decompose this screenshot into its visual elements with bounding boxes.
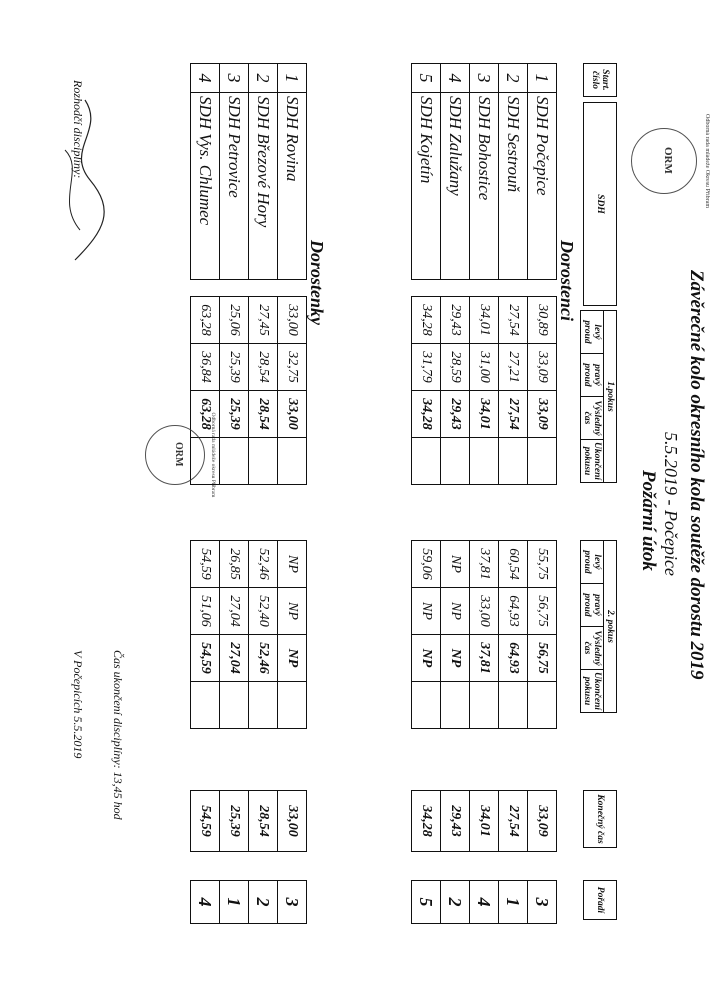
start-number: 2: [499, 64, 528, 93]
result-time-2: NP: [412, 635, 441, 682]
left-time-1: 29,43: [441, 297, 470, 344]
result-time-1: 33,09: [528, 391, 557, 438]
header-attempt2-label: 2. pokus: [604, 541, 617, 713]
table-row: [470, 791, 499, 852]
start-number: 3: [470, 64, 499, 93]
logo-text: Odborná rada mládeže Okresu Příbram: [704, 114, 710, 208]
table-row: [528, 541, 557, 729]
ended-2: [220, 682, 249, 729]
judge-signature: [45, 90, 125, 270]
table-row: [441, 541, 470, 729]
right-time-1: 31,79: [412, 344, 441, 391]
rank: 4: [470, 881, 499, 924]
final-time: 34,28: [412, 791, 441, 852]
team-name: SDH Počepice: [528, 93, 557, 280]
left-time-2: 37,81: [470, 541, 499, 588]
table-row: [441, 64, 470, 485]
left-time-2: 54,59: [191, 541, 220, 588]
table-row: [278, 64, 307, 485]
orm-emblem-icon: ORM: [662, 147, 674, 174]
result-time-1: 28,54: [249, 391, 278, 438]
right-time-1: 28,59: [441, 344, 470, 391]
ended-2: [191, 682, 220, 729]
header-result-2: Výsledný čas: [581, 627, 604, 670]
result-time-1: 27,54: [499, 391, 528, 438]
right-time-2: 33,00: [470, 588, 499, 635]
left-time-2: 59,06: [412, 541, 441, 588]
rank: 5: [412, 881, 441, 924]
table-row: [470, 541, 499, 729]
spacer: [278, 280, 307, 297]
team-name: SDH Petrovice: [220, 93, 249, 280]
result-time-2: NP: [441, 635, 470, 682]
spacer: [412, 280, 441, 297]
header-start-no: Start. číslo: [584, 64, 617, 97]
ended-1: [528, 438, 557, 485]
group-title-girls: Dorostenky: [307, 240, 327, 325]
right-time-2: 52,40: [249, 588, 278, 635]
header-result-1: Výsledný čas: [581, 397, 604, 440]
right-time-2: 51,06: [191, 588, 220, 635]
header-right-1: pravý proud: [581, 354, 604, 397]
right-time-1: 32,75: [278, 344, 307, 391]
ended-2: [528, 682, 557, 729]
page-title: Závěrečné kolo okresního kola soutěže dorostu 2019: [686, 270, 707, 680]
header-table: [583, 63, 617, 97]
result-time-2: 54,59: [191, 635, 220, 682]
table-row: [470, 881, 499, 924]
ended-2: [249, 682, 278, 729]
team-name: SDH Vys. Chlumec: [191, 93, 220, 280]
left-time-1: 27,54: [499, 297, 528, 344]
ended-2: [499, 682, 528, 729]
team-name: SDH Sestrouň: [499, 93, 528, 280]
table-row: [278, 881, 307, 924]
left-time-1: 27,45: [249, 297, 278, 344]
result-time-2: NP: [278, 635, 307, 682]
judge-label: Rozhodčí disciplíny:: [71, 80, 85, 179]
right-time-2: NP: [412, 588, 441, 635]
left-time-2: 26,85: [220, 541, 249, 588]
header-order-label: Pořadí: [584, 881, 617, 920]
result-time-1: 33,00: [278, 391, 307, 438]
left-time-2: 52,46: [249, 541, 278, 588]
right-time-2: 56,75: [528, 588, 557, 635]
final-table-girls: [190, 790, 307, 852]
result-time-1: 29,43: [441, 391, 470, 438]
final-time: 29,43: [441, 791, 470, 852]
table-row: [249, 881, 278, 924]
final-time: 34,01: [470, 791, 499, 852]
main-table-girls: [190, 63, 307, 485]
header-final-label: Konečný čas: [584, 791, 617, 848]
result-time-2: 52,46: [249, 635, 278, 682]
left-time-1: 34,01: [470, 297, 499, 344]
right-time-1: 36,84: [191, 344, 220, 391]
attempt2-table-girls: [190, 540, 307, 729]
table-row: [278, 791, 307, 852]
start-number: 5: [412, 64, 441, 93]
attempt2-table-boys: [411, 540, 557, 729]
start-number: 1: [528, 64, 557, 93]
header-left-2: levý proud: [581, 541, 604, 584]
header-ended-2: Ukončení pokusu: [581, 670, 604, 713]
orm-emblem-icon: ORM: [173, 442, 184, 467]
table-row: [249, 791, 278, 852]
ended-1: [249, 438, 278, 485]
right-time-2: NP: [278, 588, 307, 635]
header-right-2: pravý proud: [581, 584, 604, 627]
table-row: [441, 791, 470, 852]
team-name: SDH Kojetín: [412, 93, 441, 280]
final-time: 27,54: [499, 791, 528, 852]
spacer: [220, 280, 249, 297]
ended-2: [412, 682, 441, 729]
table-row: [220, 881, 249, 924]
right-time-1: 28,54: [249, 344, 278, 391]
start-number: 2: [249, 64, 278, 93]
final-table-boys: [411, 790, 557, 852]
ended-2: [441, 682, 470, 729]
table-row: [528, 791, 557, 852]
ended-2: [470, 682, 499, 729]
final-time: 33,00: [278, 791, 307, 852]
right-time-2: 64,93: [499, 588, 528, 635]
right-time-1: 33,09: [528, 344, 557, 391]
team-name: SDH Březové Hory: [249, 93, 278, 280]
spacer: [441, 280, 470, 297]
table-row: [499, 881, 528, 924]
ended-2: [278, 682, 307, 729]
table-row: [278, 541, 307, 729]
table-row: [499, 64, 528, 485]
place-date: V Počepicích 5.5.2019: [71, 650, 85, 759]
final-time: 25,39: [220, 791, 249, 852]
rank: 4: [191, 881, 220, 924]
left-time-1: 33,00: [278, 297, 307, 344]
order-table-girls: [190, 880, 307, 924]
right-time-2: NP: [441, 588, 470, 635]
spacer: [470, 280, 499, 297]
final-time: 54,59: [191, 791, 220, 852]
header-attempt1: [580, 310, 617, 483]
right-time-2: 27,04: [220, 588, 249, 635]
table-row: [220, 541, 249, 729]
table-row: [412, 791, 441, 852]
result-time-2: 64,93: [499, 635, 528, 682]
ended-1: [499, 438, 528, 485]
result-time-2: 37,81: [470, 635, 499, 682]
logo-text: Odborná rada mládeže okresu Příbram: [210, 412, 216, 498]
table-row: [249, 64, 278, 485]
rank: 2: [441, 881, 470, 924]
header-final: [583, 790, 617, 848]
rank: 3: [278, 881, 307, 924]
left-time-1: 63,28: [191, 297, 220, 344]
left-time-1: 25,06: [220, 297, 249, 344]
table-row: [191, 541, 220, 729]
right-time-1: 25,39: [220, 344, 249, 391]
team-name: SDH Rovina: [278, 93, 307, 280]
rank: 2: [249, 881, 278, 924]
result-time-1: 25,39: [220, 391, 249, 438]
table-row: [191, 791, 220, 852]
right-time-1: 27,21: [499, 344, 528, 391]
team-name: SDH Zalužany: [441, 93, 470, 280]
ended-1: [220, 438, 249, 485]
ended-1: [412, 438, 441, 485]
result-time-2: 27,04: [220, 635, 249, 682]
spacer: [528, 280, 557, 297]
header-sdh: [583, 102, 617, 306]
final-time: 28,54: [249, 791, 278, 852]
start-number: 3: [220, 64, 249, 93]
table-row: [191, 881, 220, 924]
right-time-1: 31,00: [470, 344, 499, 391]
table-row: [412, 881, 441, 924]
left-time-2: 55,75: [528, 541, 557, 588]
team-name: SDH Bohostice: [470, 93, 499, 280]
header-sdh-label: SDH: [584, 103, 617, 306]
table-row: [220, 791, 249, 852]
table-row: [470, 64, 499, 485]
group-title-boys: Dorostenci: [557, 240, 577, 321]
rank: 1: [499, 881, 528, 924]
left-time-2: NP: [278, 541, 307, 588]
table-row: [528, 881, 557, 924]
table-row: [412, 541, 441, 729]
rank: 1: [220, 881, 249, 924]
result-time-2: 56,75: [528, 635, 557, 682]
result-time-1: 63,28: [191, 391, 220, 438]
table-row: [528, 64, 557, 485]
discipline-title: Požární útok: [638, 470, 659, 571]
left-time-2: NP: [441, 541, 470, 588]
header-attempt2: [580, 540, 617, 713]
date-place: 5.5.2019 - Počepice: [661, 432, 681, 576]
ended-1: [278, 438, 307, 485]
left-time-1: 34,28: [412, 297, 441, 344]
spacer: [191, 280, 220, 297]
order-table-boys: [411, 880, 557, 924]
end-time: Čas ukončení disciplíny: 13,45 hod: [111, 650, 125, 820]
left-time-1: 30,89: [528, 297, 557, 344]
table-row: [441, 881, 470, 924]
start-number: 1: [278, 64, 307, 93]
spacer: [249, 280, 278, 297]
table-row: [412, 64, 441, 485]
main-table-boys: [411, 63, 557, 485]
spacer: [499, 280, 528, 297]
table-row: [499, 541, 528, 729]
header-order: [583, 880, 617, 920]
ended-1: [441, 438, 470, 485]
rank: 3: [528, 881, 557, 924]
header-ended-1: Ukončení pokusu: [581, 440, 604, 483]
left-time-2: 60,54: [499, 541, 528, 588]
result-time-1: 34,01: [470, 391, 499, 438]
table-row: [499, 791, 528, 852]
ended-1: [470, 438, 499, 485]
final-time: 33,09: [528, 791, 557, 852]
logo-stamp: [631, 114, 710, 208]
table-row: [220, 64, 249, 485]
start-number: 4: [441, 64, 470, 93]
start-number: 4: [191, 64, 220, 93]
header-left-1: levý proud: [581, 311, 604, 354]
table-row: [249, 541, 278, 729]
result-time-1: 34,28: [412, 391, 441, 438]
header-attempt1-label: 1.pokus: [604, 311, 617, 483]
